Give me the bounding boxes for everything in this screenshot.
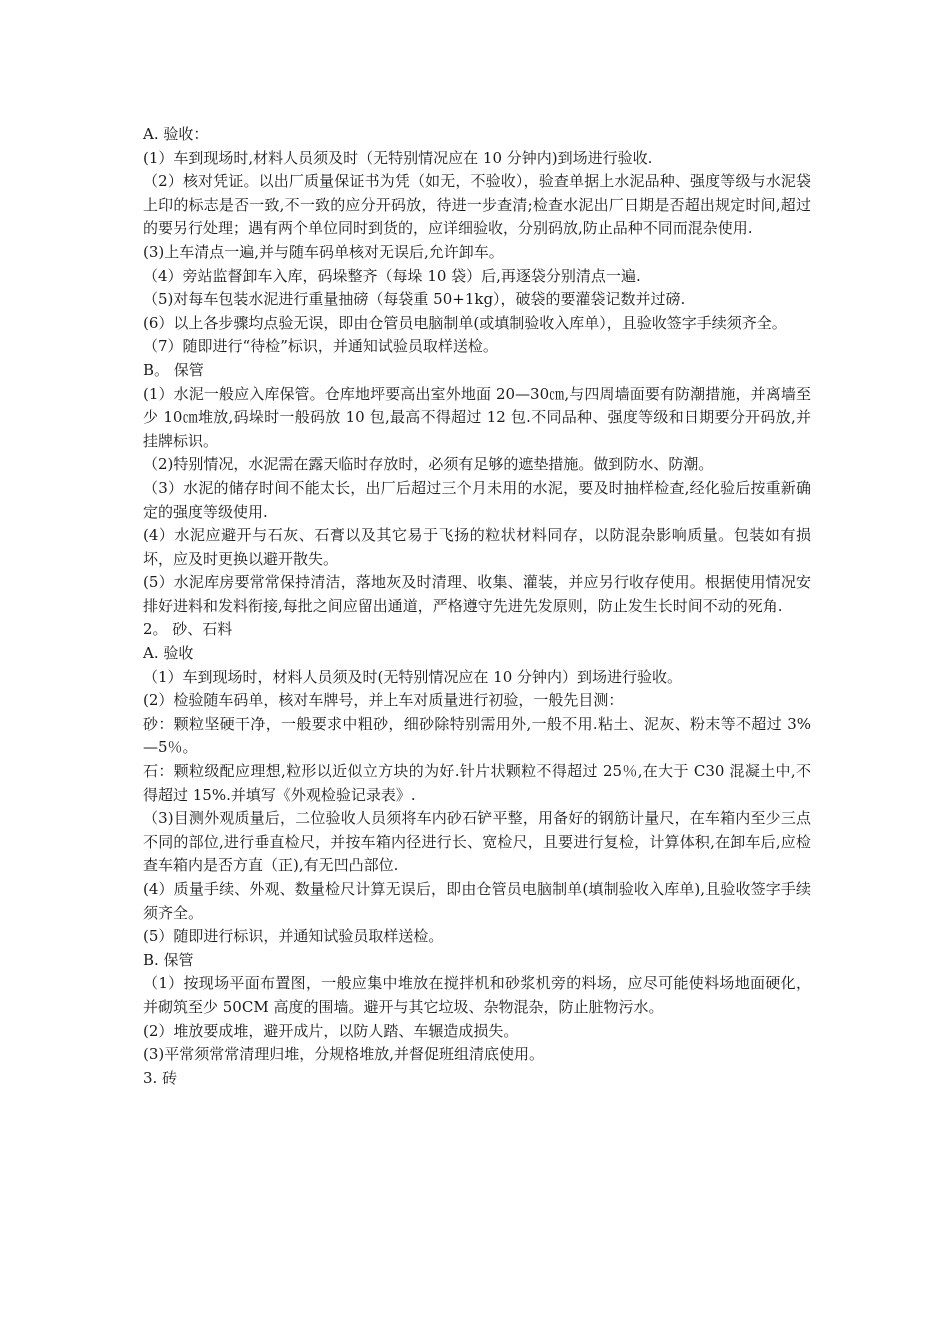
heading-cement-acceptance: A. 验收： [143, 125, 209, 143]
paragraph: (1）水泥一般应入库保管。仓库地坪要高出室外地面 20—30㎝,与四周墙面要有防潮措施，并离墙至少 10㎝堆放,码垛时一般码放 10 包,最高不得超过 12 包.不同品种、强度等级和日期要分开码放,并挂牌标识。 [143, 384, 811, 450]
paragraph: （2)特别情况，水泥需在露天临时存放时，必须有足够的遮垫措施。做到防水、防潮。 [143, 455, 714, 474]
paragraph: （3）水泥的储存时间不能太长，出厂后超过三个月未用的水泥，要及时抽样检查,经化验后按重新确定的强度等级使用. [143, 478, 811, 521]
paragraph: （3)目测外观质量后，二位验收人员须将车内砂石铲平整，用备好的钢筋计量尺，在车箱内至少三点不同的部位,进行垂直检尺，并按车箱内径进行长、宽检尺，且要进行复检，计算体积,在卸车后,应检查车箱内是否方直（正),有无凹凸部位. [143, 809, 811, 875]
paragraph: （4）旁站监督卸车入库，码垛整齐（每垛 10 袋）后,再逐袋分别清点一遍. [143, 266, 641, 285]
heading-bricks: 3. 砖 [143, 1068, 178, 1087]
paragraph: （7）随即进行“待检”标识，并通知试验员取样送检。 [143, 337, 498, 356]
document-body [143, 123, 811, 1090]
paragraph: (1）车到现场时,材料人员须及时（无特别情况应在 10 分钟内)到场进行验收. [143, 148, 653, 167]
paragraph: (2）检验随车码单，核对车牌号，并上车对质量进行初验，一般先目测： [143, 691, 624, 710]
paragraph: （5)对每车包装水泥进行重量抽磅（每袋重 50+1kg），破袋的要灌袋记数并过磅. [143, 290, 686, 309]
paragraph: (5）随即进行标识，并通知试验员取样送检。 [143, 927, 444, 946]
heading-sand-stone: 2。 砂、石料 [143, 620, 233, 639]
paragraph: (3)平常须常常清理归堆，分规格堆放,并督促班组清底使用。 [143, 1045, 545, 1064]
heading-sand-acceptance: A. 验收 [143, 644, 194, 663]
paragraph: 砂：颗粒坚硬干净，一般要求中粗砂，细砂除特别需用外,一般不用.粘土、泥灰、粉末等不超过 3%—5％。 [143, 714, 811, 757]
paragraph: （2）核对凭证。以出厂质量保证书为凭（如无，不验收），验查单据上水泥品种、强度等级与水泥袋上印的标志是否一致,不一致的应分开码放，待进一步查清;检查水泥出厂日期是否超出规定时间,超过的要另行处理；遇有两个单位同时到货的，应详细验收，分别码放,防止品种不同而混杂使用. [143, 172, 811, 238]
paragraph: (2）堆放要成堆，避开成片，以防人踏、车辗造成损失。 [143, 1021, 519, 1040]
paragraph: （1）车到现场时，材料人员须及时(无特别情况应在 10 分钟内）到场进行验收。 [143, 667, 683, 686]
paragraph: (6）以上各步骤均点验无误，即由仓管员电脑制单(或填制验收入库单），且验收签字手续须齐全。 [143, 313, 787, 332]
paragraph: （1）按现场平面布置图，一般应集中堆放在搅拌机和砂浆机旁的料场，应尽可能使料场地面硬化，并砌筑至少 50CM 高度的围墙。避开与其它垃圾、杂物混杂，防止脏物污水。 [143, 974, 811, 1016]
paragraph: (3)上车清点一遍,并与随车码单核对无误后,允许卸车。 [143, 242, 504, 261]
heading-cement-storage: B。 保管 [143, 360, 204, 379]
paragraph: (4）水泥应避开与石灰、石膏以及其它易于飞扬的粒状材料同存，以防混杂影响质量。包装如有损坏，应及时更换以避开散失。 [143, 526, 811, 568]
paragraph: (4）质量手续、外观、数量检尺计算无误后，即由仓管员电脑制单(填制验收入库单),且验收签字手续须齐全。 [143, 880, 811, 922]
paragraph: 石：颗粒级配应理想,粒形以近似立方块的为好.针片状颗粒不得超过 25％,在大于 C30 混凝土中,不得超过 15%.并填写《外观检验记录表》. [143, 762, 811, 804]
paragraph: (5）水泥库房要常常保持清洁，落地灰及时清理、收集、灌装，并应另行收存使用。根据使用情况安排好进料和发料衔接,每批之间应留出通道，严格遵守先进先发原则，防止发生长时间不动的死角. [143, 573, 811, 615]
heading-sand-storage: B. 保管 [143, 950, 194, 969]
